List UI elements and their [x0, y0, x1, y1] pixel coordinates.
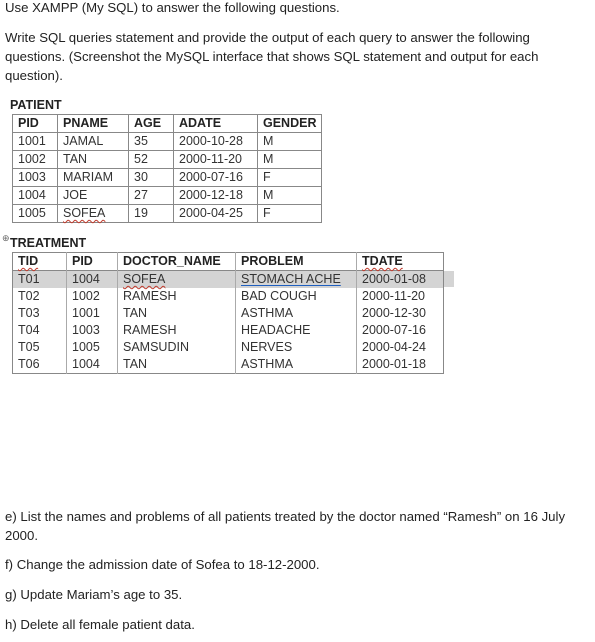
- table-cell: F: [258, 205, 322, 223]
- table-row: [13, 322, 444, 339]
- table-cell: [236, 271, 357, 289]
- column-header: PROBLEM: [236, 253, 357, 271]
- table-cell: [118, 271, 236, 289]
- table-cell: T06: [18, 357, 40, 371]
- table-cell: 1002: [13, 151, 58, 169]
- column-header: PNAME: [58, 115, 129, 133]
- question-f: [5, 555, 320, 574]
- table-cell: 1005: [13, 205, 58, 223]
- table-row-selected: [13, 271, 444, 289]
- table-row: [13, 356, 444, 374]
- table-cell: 35: [129, 133, 174, 151]
- table-row: [13, 187, 322, 205]
- table-row: [13, 169, 322, 187]
- table-cell: BAD COUGH: [236, 288, 357, 305]
- table-cell: 1002: [67, 288, 118, 305]
- table-cell: JOE: [58, 187, 129, 205]
- table-cell: 2000-11-20: [357, 288, 444, 305]
- table-header-row: [13, 115, 322, 133]
- move-handle-icon[interactable]: ⊕: [2, 233, 10, 243]
- table-row: [13, 305, 444, 322]
- table-cell: 1005: [67, 339, 118, 356]
- table-cell: 1003: [67, 322, 118, 339]
- table-cell: M: [258, 151, 322, 169]
- table-cell: 2000-12-30: [357, 305, 444, 322]
- column-header: DOCTOR_NAME: [118, 253, 236, 271]
- table-cell: [58, 205, 129, 223]
- table-cell: TAN: [58, 151, 129, 169]
- grammar-flag-word: STOMACH ACHE: [241, 272, 341, 286]
- table-cell: RAMESH: [118, 288, 236, 305]
- table-cell: HEADACHE: [236, 322, 357, 339]
- table-row: [13, 339, 444, 356]
- table-cell: 2000-07-16: [357, 322, 444, 339]
- column-header: [357, 253, 444, 271]
- table-cell: 2000-07-16: [174, 169, 258, 187]
- table-cell: 1004: [67, 271, 118, 289]
- column-header: GENDER: [258, 115, 322, 133]
- spellcheck-word: TID: [18, 254, 39, 268]
- spellcheck-word: TDATE: [362, 254, 403, 268]
- patient-table-label: PATIENT: [10, 98, 62, 112]
- table-row: [13, 288, 444, 305]
- table-cell: 1004: [67, 356, 118, 374]
- table-cell: MARIAM: [58, 169, 129, 187]
- table-cell: 2000-10-28: [174, 133, 258, 151]
- selection-highlight: [444, 271, 454, 287]
- table-cell: RAMESH: [118, 322, 236, 339]
- table-cell: 1001: [67, 305, 118, 322]
- table-cell: JAMAL: [58, 133, 129, 151]
- question-g: g) Update Mariam’s age to 35.: [5, 587, 183, 602]
- column-header: AGE: [129, 115, 174, 133]
- column-header: [13, 253, 67, 271]
- table-row: [13, 133, 322, 151]
- table-cell: 27: [129, 187, 174, 205]
- table-cell: 2000-04-24: [357, 339, 444, 356]
- table-cell: T01: [13, 271, 67, 289]
- table-cell: 2000-04-25: [174, 205, 258, 223]
- question-f-text: f) Change the admission date of Sofea to 18-12-2000.: [5, 557, 320, 572]
- patient-table: [12, 114, 322, 223]
- question-e: e) List the names and problems of all patients treated by the doctor named “Ramesh” on 16 July 2000.: [5, 509, 566, 543]
- spellcheck-word: SOFEA: [63, 206, 106, 220]
- table-cell: F: [258, 169, 322, 187]
- table-cell: 2000-01-18: [357, 356, 444, 374]
- table-header-row: [13, 253, 444, 271]
- instruction-line: Use XAMPP (My SQL) to answer the following questions.: [5, 0, 340, 15]
- table-cell: T03: [18, 306, 40, 320]
- instruction-paragraph: Write SQL queries statement and provide the output of each query to answer the following questions. (Screenshot the MySQL interface that shows SQL statement and output for each question).: [5, 30, 539, 83]
- table-cell: TAN: [118, 356, 236, 374]
- table-cell: 52: [129, 151, 174, 169]
- table-cell: T05: [18, 340, 40, 354]
- table-cell: M: [258, 187, 322, 205]
- question-h: h) Delete all female patient data.: [5, 617, 195, 632]
- spellcheck-word: SOFEA: [123, 272, 166, 286]
- table-cell: 2000-12-18: [174, 187, 258, 205]
- column-header: ADATE: [174, 115, 258, 133]
- table-row: [13, 151, 322, 169]
- table-cell: M: [258, 133, 322, 151]
- table-cell: NERVES: [236, 339, 357, 356]
- table-cell: 1001: [13, 133, 58, 151]
- table-cell: ASTHMA: [236, 356, 357, 374]
- table-cell: 2000-01-08: [357, 271, 444, 289]
- column-header: PID: [67, 253, 118, 271]
- table-cell: 19: [129, 205, 174, 223]
- table-cell: ASTHMA: [236, 305, 357, 322]
- table-cell: 2000-11-20: [174, 151, 258, 169]
- table-row: [13, 205, 322, 223]
- table-cell: 30: [129, 169, 174, 187]
- table-cell: T02: [18, 289, 40, 303]
- table-cell: TAN: [118, 305, 236, 322]
- column-header: PID: [13, 115, 58, 133]
- table-cell: SAMSUDIN: [118, 339, 236, 356]
- table-cell: 1003: [13, 169, 58, 187]
- treatment-table: [12, 252, 444, 374]
- table-cell: T04: [18, 323, 40, 337]
- treatment-table-label: TREATMENT: [10, 236, 87, 250]
- table-cell: 1004: [13, 187, 58, 205]
